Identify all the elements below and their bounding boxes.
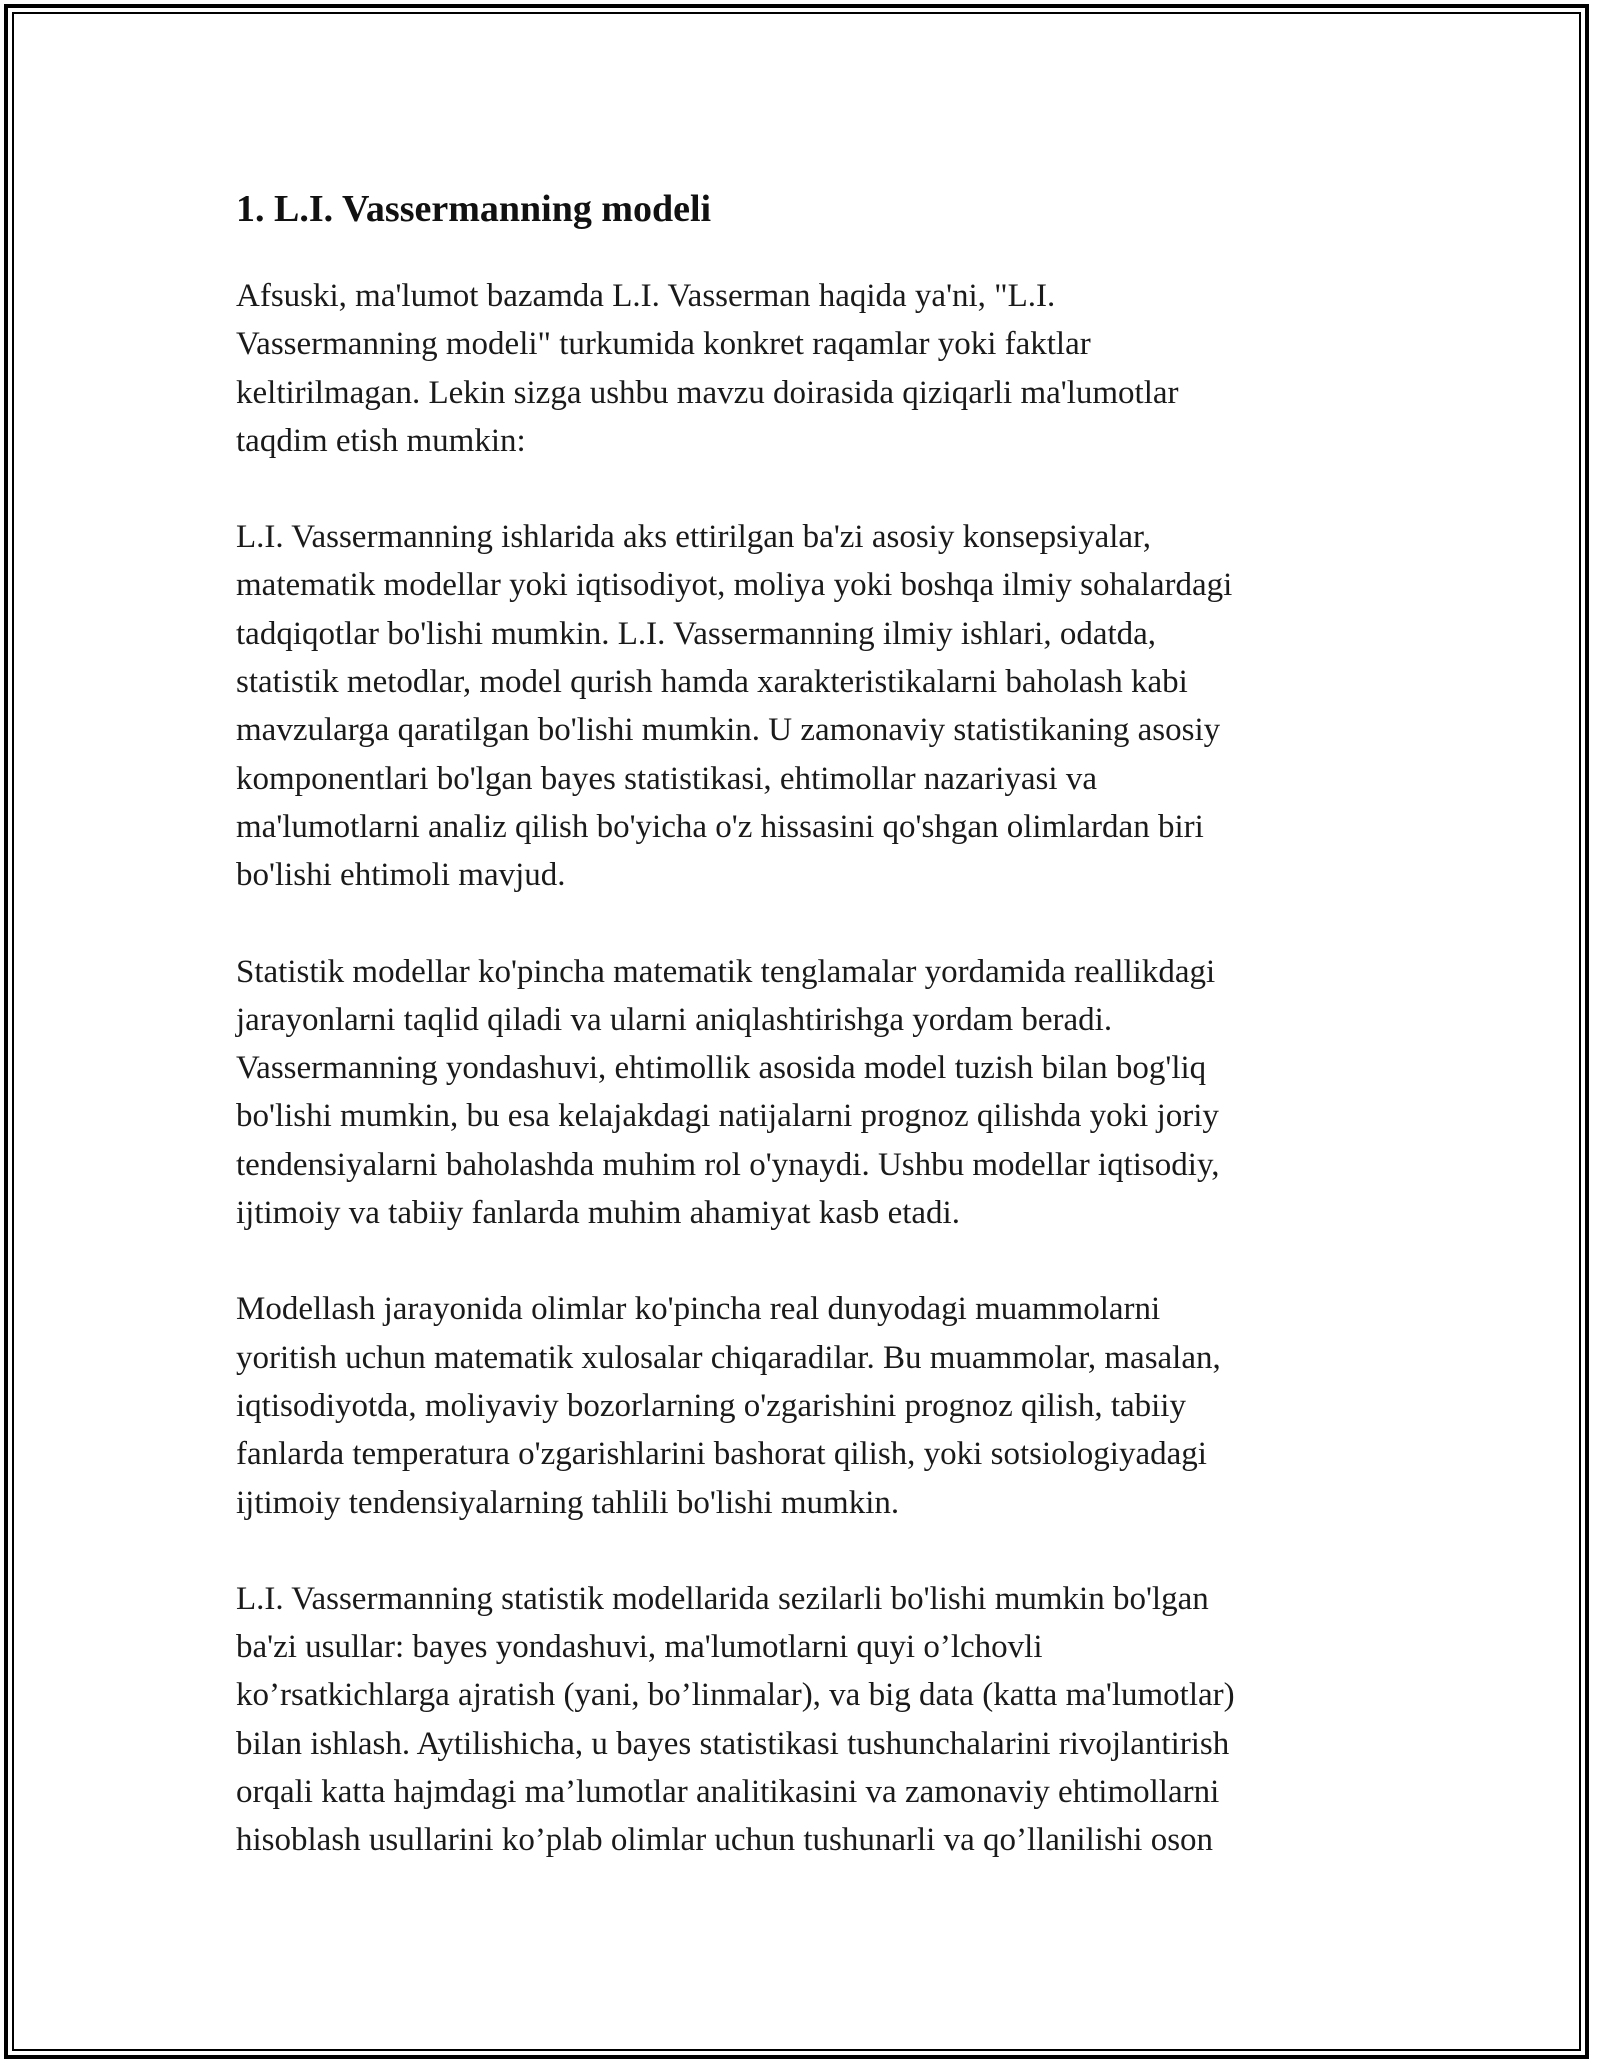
- text-line: ko’rsatkichlarga ajratish (yani, bo’linmalar), va big data (katta ma'lumotlar): [236, 1677, 1235, 1714]
- text-line: hisoblash usullarini ko’plab olimlar uchun tushunarli va qo’llanilishi oson: [236, 1822, 1214, 1859]
- document-body: [236, 186, 1386, 1913]
- text-line: Statistik modellar ko'pincha matematik tenglamalar yordamida reallikdagi: [236, 953, 1216, 990]
- text-line: L.I. Vassermanning statistik modellarida sezilarli bo'lishi mumkin bo'lgan: [236, 1580, 1209, 1617]
- text-line: keltirilmagan. Lekin sizga ushbu mavzu doirasida qiziqarli ma'lumotlar: [236, 374, 1179, 411]
- text-line: yoritish uchun matematik xulosalar chiqaradilar. Bu muammolar, masalan,: [236, 1339, 1221, 1376]
- section-heading: 1. L.I. Vassermanning modeli: [236, 188, 712, 230]
- paragraph-3: [236, 948, 1386, 1238]
- text-line: statistik metodlar, model qurish hamda xarakteristikalarni baholash kabi: [236, 664, 1188, 701]
- text-line: fanlarda temperatura o'zgarishlarini bashorat qilish, yoki sotsiologiyadagi: [236, 1436, 1207, 1473]
- text-line: tendensiyalarni baholashda muhim rol o'ynaydi. Ushbu modellar iqtisodiy,: [236, 1146, 1220, 1183]
- text-line: Vassermanning modeli" turkumida konkret raqamlar yoki faktlar: [236, 326, 1091, 363]
- text-line: bo'lishi ehtimoli mavjud.: [236, 857, 566, 894]
- text-line: L.I. Vassermanning ishlarida aks ettirilgan ba'zi asosiy konsepsiyalar,: [236, 519, 1151, 556]
- paragraph-2: [236, 513, 1386, 899]
- paragraph-1: [236, 272, 1386, 465]
- text-line: bilan ishlash. Aytilishicha, u bayes statistikasi tushunchalarini rivojlantirish: [236, 1725, 1230, 1762]
- text-line: jarayonlarni taqlid qiladi va ularni aniqlashtirishga yordam beradi.: [236, 1001, 1113, 1038]
- text-line: matematik modellar yoki iqtisodiyot, moliya yoki boshqa ilmiy sohalardagi: [236, 567, 1233, 604]
- text-line: ma'lumotlarni analiz qilish bo'yicha o'z hissasini qo'shgan olimlardan biri: [236, 808, 1204, 845]
- text-line: bo'lishi mumkin, bu esa kelajakdagi natijalarni prognoz qilishda yoki joriy: [236, 1098, 1219, 1135]
- text-line: iqtisodiyotda, moliyaviy bozorlarning o'zgarishini prognoz qilish, tabiiy: [236, 1387, 1186, 1424]
- text-line: taqdim etish mumkin:: [236, 422, 526, 459]
- text-line: ijtimoiy va tabiiy fanlarda muhim ahamiyat kasb etadi.: [236, 1195, 960, 1232]
- paragraph-4: [236, 1285, 1386, 1526]
- text-line: ijtimoiy tendensiyalarning tahlili bo'lishi mumkin.: [236, 1484, 900, 1521]
- text-line: tadqiqotlar bo'lishi mumkin. L.I. Vassermanning ilmiy ishlari, odatda,: [236, 615, 1157, 652]
- text-line: Vassermanning yondashuvi, ehtimollik asosida model tuzish bilan bog'liq: [236, 1050, 1207, 1087]
- text-line: ba'zi usullar: bayes yondashuvi, ma'lumotlarni quyi o’lchovli: [236, 1629, 1043, 1666]
- text-line: Modellash jarayonida olimlar ko'pincha real dunyodagi muammolarni: [236, 1291, 1161, 1328]
- text-line: mavzularga qaratilgan bo'lishi mumkin. U zamonaviy statistikaning asosiy: [236, 712, 1221, 749]
- text-line: orqali katta hajmdagi ma’lumotlar analitikasini va zamonaviy ehtimollarni: [236, 1774, 1220, 1811]
- text-line: komponentlari bo'lgan bayes statistikasi, ehtimollar nazariyasi va: [236, 760, 1097, 797]
- text-line: Afsuski, ma'lumot bazamda L.I. Vasserman haqida ya'ni, "L.I.: [236, 278, 1056, 314]
- paragraph-5: [236, 1575, 1386, 1865]
